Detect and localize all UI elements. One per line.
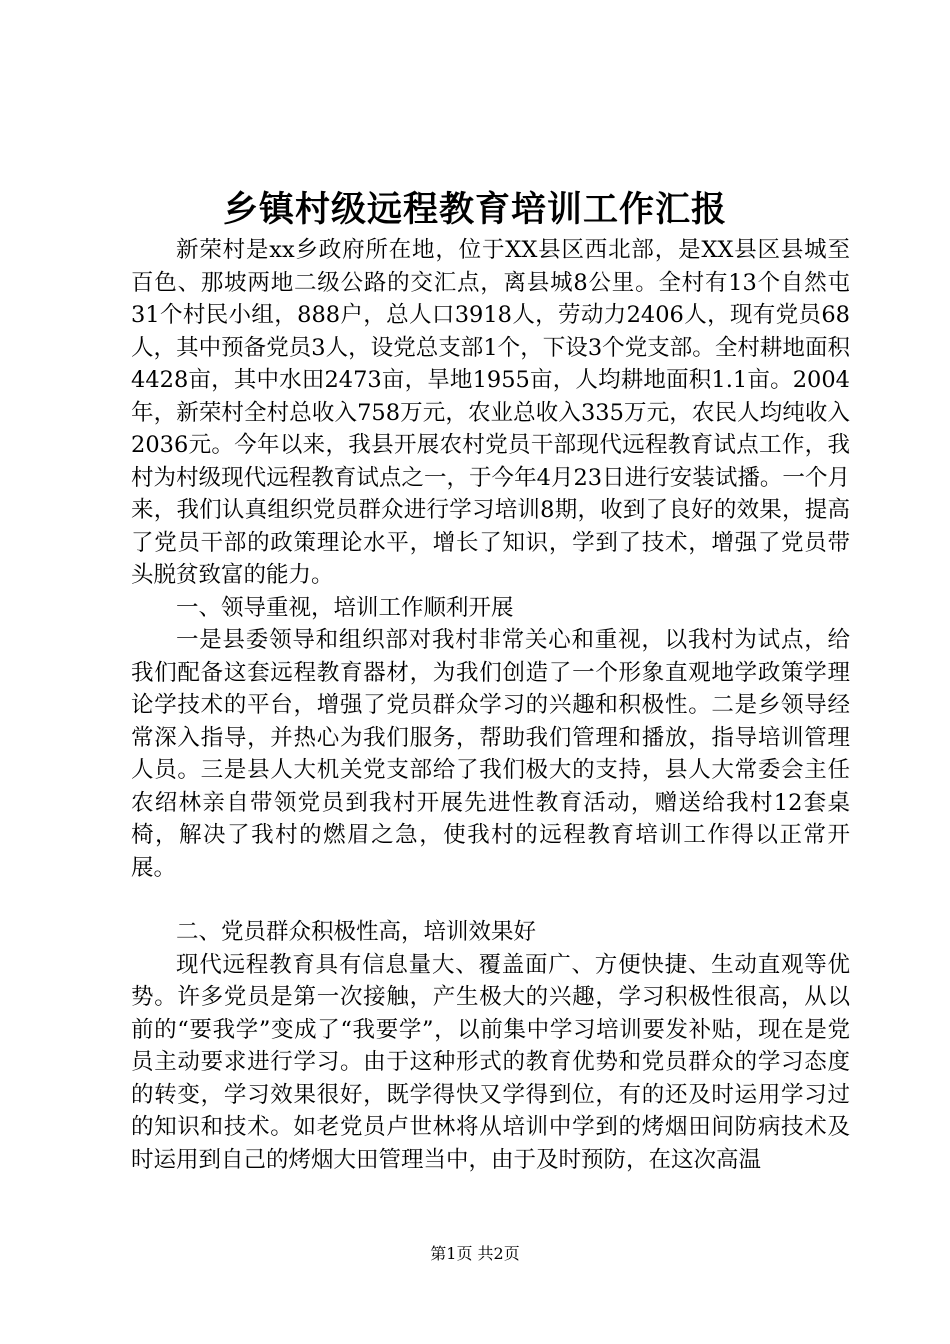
document-title: 乡镇村级远程教育培训工作汇报: [222, 189, 727, 230]
section-1-paragraph: 一是县委领导和组织部对我村非常关心和重视，以我村为试点，给我们配备这套远程教育器材，为我们创造了一个形象直观地学政策学理论学技术的平台，增强了党员群众学习的兴趣和积极性。二是乡领导经常深入指导，并热心为我们服务，帮助我们管理和播放，指导培训管理人员。三是县人大机关党支部给了我们极大的支持，县人大常委会主任农绍林亲自带领党员到我村开展先进性教育活动，赠送给我村12套桌椅，解决了我村的燃眉之急，使我村的远程教育培训工作得以正常开展。: [131, 627, 850, 881]
document-body: [131, 234, 850, 1176]
section-heading-2: 二、党员群众积极性高，培训效果好: [176, 919, 537, 945]
page-number-footer: 第1页 共2页: [430, 1244, 520, 1263]
intro-paragraph: 新荣村是xx乡政府所在地，位于XX县区西北部，是XX县区县城至百色、那坡两地二级公路的交汇点，离县城8公里。全村有13个自然屯31个村民小组，888户，总人口3918人，劳动力2406人，现有党员68人，其中预备党员3人，设党总支部1个，下设3个党支部。全村耕地面积4428亩，其中水田2473亩，旱地1955亩，人均耕地面积1.1亩。2004年，新荣村全村总收入758万元，农业总收入335万元，农民人均纯收入2036元。今年以来，我县开展农村党员干部现代远程教育试点工作，我村为村级现代远程教育试点之一，于今年4月23日进行安装试播。一个月来，我们认真组织党员群众进行学习培训8期，收到了良好的效果，提高了党员干部的政策理论水平，增长了知识，学到了技术，增强了党员带头脱贫致富的能力。: [131, 237, 850, 588]
paragraph-spacer: [131, 884, 850, 916]
section-2-paragraph: 现代远程教育具有信息量大、覆盖面广、方便快捷、生动直观等优势。许多党员是第一次接触，产生极大的兴趣，学习积极性很高，从以前的“要我学”变成了“我要学”，以前集中学习培训要发补贴，现在是党员主动要求进行学习。由于这种形式的教育优势和党员群众的学习态度的转变，学习效果很好，既学得快又学得到位，有的还及时运用学习过的知识和技术。如老党员卢世林将从培训中学到的烤烟田间防病技术及时运用到自己的烤烟大田管理当中，由于及时预防，在这次高温: [131, 951, 850, 1173]
section-heading-1: 一、领导重视，培训工作顺利开展: [176, 594, 514, 621]
